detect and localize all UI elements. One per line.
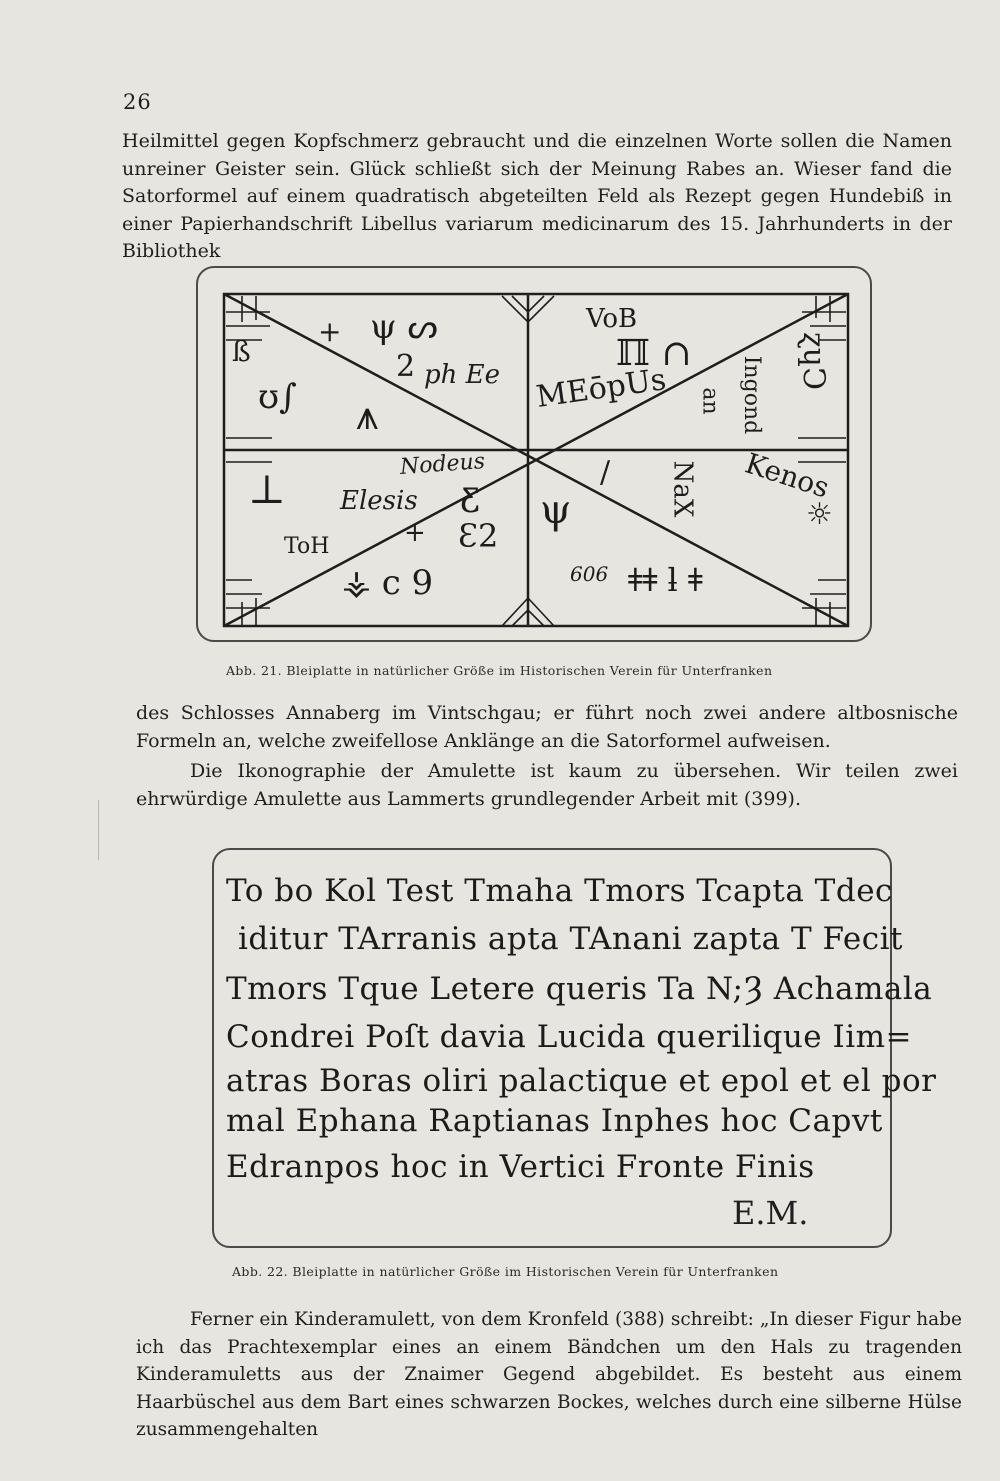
figure-21-caption: Abb. 21. Bleiplatte in natürlicher Größe im Historischen Verein für Unterfranken: [226, 663, 773, 678]
inscription-an: an: [697, 387, 723, 415]
sigil-symbol: ⩚: [356, 393, 379, 439]
inscription-line-5: atras Boras oliri palactique et epol et el por: [226, 1063, 937, 1099]
page-number: 26: [123, 90, 152, 114]
paragraph-1: Heilmittel gegen Kopfschmerz gebraucht und die einzelnen Worte sollen die Namen unreiner Geister sein. Glück schließt sich der Meinung Rabes an. Wieser fand die Satorformel auf einem quadratisch abgeteilten Feld als Rezept gegen Hundebiß in einer Papierhandschrift Libellus variarum medicinarum des 15. Jahrhunderts in der Bibliothek: [122, 130, 952, 262]
margin-mark: [98, 800, 99, 860]
paragraph-3: Die Ikonographie der Amulette ist kaum zu übersehen. Wir teilen zwei ehrwürdige Amulette aus Lammerts grundlegender Arbeit mit (399).: [136, 760, 958, 810]
sigil-symbol: ⚶ c 9: [342, 563, 434, 603]
sigil-symbol: ǂǂ ƚ ǂ: [628, 561, 703, 599]
sigil-symbol: Ƹ: [460, 481, 480, 521]
inscription-line-2: iditur TArranis apta TAnani zapta T Fecit: [238, 921, 903, 957]
sigil-symbol: ℿ ∩: [616, 333, 692, 374]
sigil-symbol: Ɛ2: [458, 517, 499, 555]
inscription-nax: NaX: [667, 460, 698, 518]
paragraph-4: Ferner ein Kinderamulett, von dem Kronfeld (388) schreibt: „In dieser Figur habe ich das Prachtexemplar eines an einem Bändchen um den Hals zu tragenden Kinderamuletts aus der Znaimer Gegend abgebildet. Es besteht aus einem Haarbüschel aus dem Bart eines schwarzen Bockes, welches durch eine silberne Hülse zusammengehalten: [136, 1309, 962, 1440]
sigil-symbol: ʊ∫: [258, 377, 297, 417]
inscription-2: 2: [396, 349, 416, 384]
inscription-vob: VoB: [586, 304, 638, 334]
inscription-line-6: mal Ephana Raptianas Inphes hoc Capvt: [226, 1103, 883, 1139]
inscription-meopus: MEōpUs: [534, 362, 669, 415]
inscription-elesis: Elesis: [340, 486, 418, 516]
inscription-nodeus: Nodeus: [399, 449, 486, 480]
inscription-line-1: To bo Kol Test Tmaha Tmors Tcapta Tdec: [226, 873, 893, 909]
cross-symbol: +: [318, 315, 342, 348]
sigil-symbol: ⊥: [248, 467, 286, 513]
inscription-line-4: Condrei Poſt davia Lucida querilique Iim=: [226, 1019, 913, 1055]
inscription-kenos: Kenos: [741, 446, 834, 505]
inscription-ingond: Ingond: [739, 355, 765, 435]
inscription-ph-ee: ph Ee: [424, 360, 501, 390]
paragraph-2: des Schlosses Annaberg im Vintschgau; er führt noch zwei andere altbosnische Formeln an, welche zweifellose Anklänge an die Satorformel aufweisen.: [136, 702, 958, 752]
sigil-symbol: /: [600, 455, 611, 490]
sigil-symbol: ψ: [540, 487, 572, 533]
sigil-symbol: ψ ᔕ: [370, 307, 438, 347]
sigil-symbol: ☼: [806, 497, 833, 532]
sigil-symbol: ß: [232, 335, 251, 368]
inscription-line-3: Tmors Tque Letere queris Ta N;Ȝ Achamala: [226, 971, 933, 1007]
inscription-toh: ToH: [284, 534, 330, 559]
cross-symbol: +: [404, 518, 426, 548]
sigil-symbol: ɀɥϽ: [796, 331, 832, 391]
inscription-signature: E.M.: [732, 1194, 809, 1232]
inscription-line-7: Edranpos hoc in Vertici Fronte Finis: [226, 1149, 815, 1185]
inscription-606: 606: [570, 562, 609, 586]
figure-22-caption: Abb. 22. Bleiplatte in natürlicher Größe im Historischen Verein für Unterfranken: [232, 1264, 779, 1279]
